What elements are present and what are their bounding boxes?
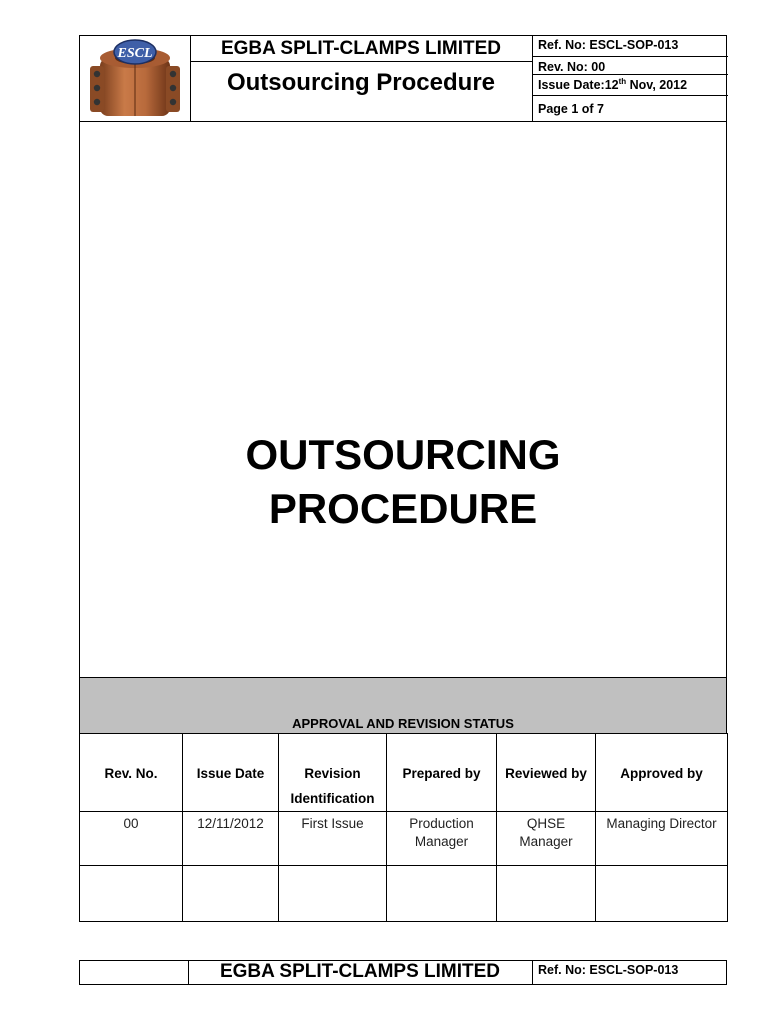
svg-text:ESCL: ESCL bbox=[117, 46, 153, 61]
column-header: Reviewed by bbox=[497, 734, 596, 812]
table-cell: 12/11/2012 bbox=[183, 812, 279, 866]
header-divider bbox=[532, 36, 533, 121]
table-row-empty bbox=[80, 866, 728, 922]
approval-heading: APPROVAL AND REVISION STATUS bbox=[292, 716, 514, 731]
table-cell bbox=[183, 866, 279, 922]
table-cell: 00 bbox=[80, 812, 183, 866]
table-cell: Managing Director bbox=[596, 812, 728, 866]
approval-heading-band bbox=[79, 677, 727, 734]
revision-table bbox=[79, 733, 728, 922]
ref-number: Ref. No: ESCL-SOP-013 bbox=[538, 38, 679, 52]
column-header: Rev. No. bbox=[80, 734, 183, 812]
split-clamp-logo-icon bbox=[86, 38, 184, 120]
footer-ref-number: Ref. No: ESCL-SOP-013 bbox=[538, 963, 679, 977]
document-header bbox=[79, 35, 727, 122]
document-title: Outsourcing Procedure bbox=[226, 69, 496, 96]
header-divider bbox=[532, 74, 728, 75]
column-header: Revision Identification bbox=[279, 734, 387, 812]
table-cell: QHSE Manager bbox=[497, 812, 596, 866]
table-cell bbox=[387, 866, 497, 922]
table-cell bbox=[80, 866, 183, 922]
table-cell: Production Manager bbox=[387, 812, 497, 866]
table-cell bbox=[279, 866, 387, 922]
column-header: Issue Date bbox=[183, 734, 279, 812]
main-title-line-2: PROCEDURE bbox=[268, 485, 538, 532]
company-logo bbox=[86, 38, 184, 120]
revision-number: Rev. No: 00 bbox=[538, 60, 606, 74]
column-header: Prepared by bbox=[387, 734, 497, 812]
title-page-body bbox=[79, 121, 727, 678]
table-cell bbox=[596, 866, 728, 922]
approval-section bbox=[79, 677, 727, 913]
company-name: EGBA SPLIT-CLAMPS LIMITED bbox=[220, 38, 502, 59]
header-divider bbox=[532, 95, 728, 96]
header-divider bbox=[532, 56, 728, 57]
table-header-row bbox=[80, 734, 728, 812]
footer-divider bbox=[532, 961, 533, 984]
footer-company-name: EGBA SPLIT-CLAMPS LIMITED bbox=[219, 961, 501, 982]
header-divider bbox=[190, 61, 532, 62]
main-title-line-1: OUTSOURCING bbox=[245, 431, 561, 478]
table-row bbox=[80, 812, 728, 866]
column-header: Approved by bbox=[596, 734, 728, 812]
table-cell: First Issue bbox=[279, 812, 387, 866]
next-page-header bbox=[79, 960, 727, 985]
issue-date: Issue Date:12th Nov, 2012 bbox=[538, 77, 688, 93]
page-number: Page 1 of 7 bbox=[538, 102, 604, 116]
table-cell bbox=[497, 866, 596, 922]
